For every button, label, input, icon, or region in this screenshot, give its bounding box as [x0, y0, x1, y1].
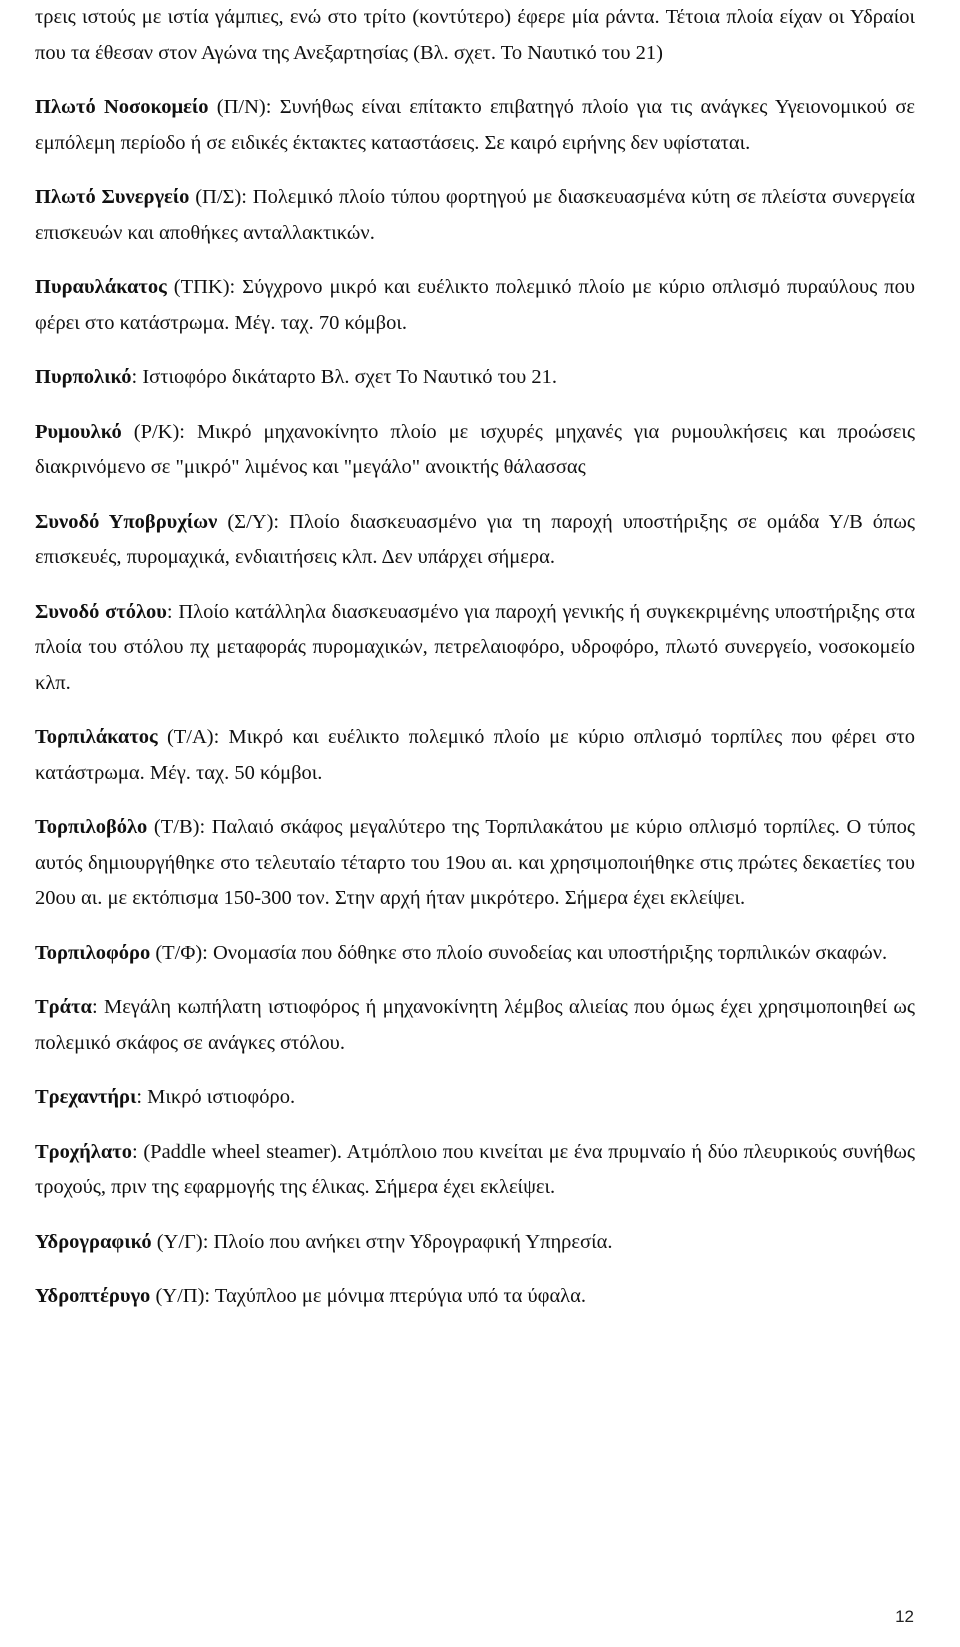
entry-definition: (Υ/Γ): Πλοίο που ανήκει στην Υδρογραφική Υπηρεσία.	[151, 1230, 613, 1253]
entry-definition: (Υ/Π): Ταχύπλοο με μόνιμα πτερύγια υπό τα ύφαλα.	[150, 1285, 586, 1307]
entry-term: Υδροπτέρυγο	[35, 1285, 151, 1307]
glossary-entry	[35, 180, 915, 251]
entry-term: Συνοδό στόλου	[35, 600, 167, 623]
entry-definition: (Τ/Α): Μικρό και ευέλικτο πολεμικό πλοίο με κύριο οπλισμό τορπίλες που φέρει στο κατάστρωμα. Μέγ. ταχ. 50 κόμβοι.	[35, 726, 915, 784]
entry-term: Τορπιλοβόλο	[35, 816, 148, 838]
entry-term: Ρυμουλκό	[35, 420, 122, 443]
entry-definition: : (Paddle wheel steamer). Ατμόπλοιο που κινείται με ένα πρυμναίο ή δύο πλευρικούς συνήθως τροχούς, πριν της εφαρμογής της έλικας. Σήμερα έχει εκλείψει.	[35, 1140, 915, 1198]
entry-definition: : Ιστιοφόρο δικάταρτο Βλ. σχετ Το Ναυτικό του 21.	[131, 366, 557, 388]
entry-definition: (Τ/Φ): Ονομασία που δόθηκε στο πλοίο συνοδείας και υποστήριξης τορπιλικών σκαφών.	[150, 941, 888, 964]
entry-term: Τορπιλάκατος	[35, 726, 158, 748]
glossary-entry	[35, 990, 915, 1061]
entry-term: Πλωτό Συνεργείο	[35, 186, 190, 208]
glossary-entry	[35, 415, 915, 486]
entry-term: Τορπιλοφόρο	[35, 941, 151, 964]
glossary-entry	[35, 270, 915, 341]
glossary-content	[35, 0, 915, 1315]
glossary-entry	[35, 810, 915, 917]
entry-definition: (Ρ/Κ): Μικρό μηχανοκίνητο πλοίο με ισχυρές μηχανές για ρυμουλκήσεις και προώσεις διακρινόμενο σε "μικρό" λιμένος και "μεγάλο" ανοικτής θάλασσας	[35, 420, 915, 478]
glossary-entry	[35, 1225, 915, 1261]
glossary-entry	[35, 1135, 915, 1206]
glossary-entry	[35, 595, 915, 702]
entry-definition: (ΤΠΚ): Σύγχρονο μικρό και ευέλικτο πολεμικό πλοίο με κύριο οπλισμό πυραύλους που φέρει στο κατάστρωμα. Μέγ. ταχ. 70 κόμβοι.	[35, 276, 915, 334]
entry-definition: : Πλοίο κατάλληλα διασκευασμένο για παροχή γενικής ή συγκεκριμένης υποστήριξης στα πλοία του στόλου πχ μεταφοράς πυρομαχικών, πετρελαιοφόρο, υδροφόρο, πλωτό συνεργείο, νοσοκομείο κλπ.	[35, 600, 915, 694]
entry-definition: : Μεγάλη κωπήλατη ιστιοφόρος ή μηχανοκίνητη λέμβος αλιείας που όμως έχει χρησιμοποιηθεί ως πολεμικό σκάφος σε ανάγκες στόλου.	[35, 996, 915, 1054]
entry-definition: (Π/Σ): Πολεμικό πλοίο τύπου φορτηγού με διασκευασμένα κύτη σε πλείστα συνεργεία επισκευών και αποθήκες ανταλλακτικών.	[35, 186, 915, 244]
glossary-entry	[35, 360, 915, 396]
entry-term: Τρεχαντήρι	[35, 1086, 137, 1108]
entry-term: Πυρπολικό	[35, 366, 132, 388]
entry-definition: (Σ/Υ): Πλοίο διασκευασμένο για τη παροχή υποστήριξης σε ομάδα Υ/Β όπως επισκευές, πυρομαχικά, ενδιαιτήσεις κλπ. Δεν υπάρχει σήμερα.	[35, 510, 915, 568]
glossary-entry	[35, 720, 915, 791]
continuation-paragraph	[35, 0, 915, 71]
entry-term: Τροχήλατο	[35, 1140, 132, 1163]
page-number: 12	[895, 1607, 914, 1626]
entry-term: Συνοδό Υποβρυχίων	[35, 510, 218, 533]
entry-term: Πλωτό Νοσοκομείο	[35, 96, 209, 118]
glossary-entry	[35, 505, 915, 576]
glossary-entry	[35, 936, 915, 972]
glossary-entry	[35, 90, 915, 161]
entry-definition: (Τ/Β): Παλαιό σκάφος μεγαλύτερο της Τορπιλακάτου με κύριο οπλισμό τορπίλες. Ο τύπος αυτός δημιουργήθηκε στο τελευταίο τέταρτο του 19ου αι. και χρησιμοποιήθηκε στις πρώτες δεκαετίες του 20ου αι. με εκτόπισμα 150-300 τον. Στην αρχή ήταν μικρότερο. Σήμερα έχει εκλείψει.	[35, 816, 915, 909]
continuation-text: τρεις ιστούς με ιστία γάμπιες, ενώ στο τρίτο (κοντύτερο) έφερε μία ράντα. Τέτοια πλοία είχαν οι Υδραίοι που τα έθεσαν στον Αγώνα της Ανεξαρτησίας (Βλ. σχετ. Το Ναυτικό του 21)	[35, 6, 915, 64]
entry-term: Τράτα	[35, 996, 92, 1018]
entry-term: Πυραυλάκατος	[35, 276, 167, 298]
entry-definition: : Μικρό ιστιοφόρο.	[136, 1086, 296, 1108]
entry-term: Υδρογραφικό	[35, 1230, 152, 1253]
glossary-entry	[35, 1080, 915, 1116]
glossary-entry	[35, 1279, 915, 1315]
entry-definition: (Π/Ν): Συνήθως είναι επίτακτο επιβατηγό πλοίο για τις ανάγκες Υγειονομικού σε εμπόλεμη περίοδο ή σε ειδικές έκτακτες καταστάσεις. Σε καιρό ειρήνης δεν υφίσταται.	[35, 96, 915, 154]
